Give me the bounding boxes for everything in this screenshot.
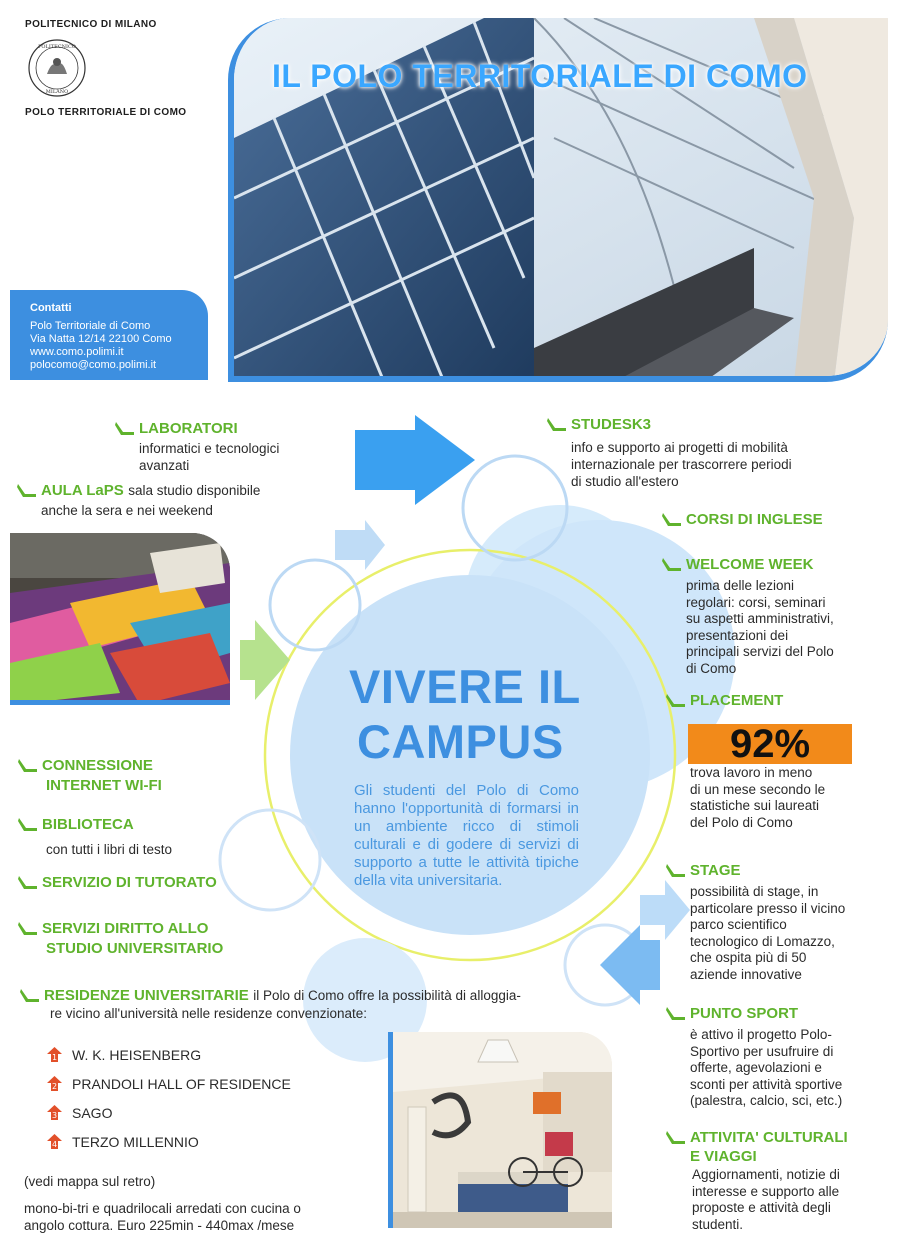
diritto-heading-1: SERVIZI DIRITTO ALLO: [42, 920, 209, 937]
stage-line: che ospita più di 50: [690, 950, 807, 965]
biblioteca-heading: BIBLIOTECA: [42, 816, 134, 833]
laboratori-text-1: informatici e tecnologici: [139, 441, 280, 456]
green-check-arrow-icon: [20, 987, 40, 1002]
cultura-line: studenti.: [692, 1216, 744, 1232]
studesk-text-2: internazionale per trascorrere periodi: [571, 457, 792, 472]
placement-line: di un mese secondo le: [690, 781, 826, 797]
contacts-email[interactable]: polocomo@como.polimi.it: [30, 359, 157, 371]
contacts-box: [10, 290, 208, 380]
contacts-website[interactable]: www.como.polimi.it: [30, 346, 124, 358]
placement-heading: PLACEMENT: [690, 692, 784, 709]
green-check-arrow-icon: [115, 420, 135, 435]
section-studesk-title: [547, 416, 651, 433]
placement-text: [690, 765, 890, 831]
residence-list: [47, 1047, 291, 1163]
sport-line: sconti per attività sportive: [690, 1076, 843, 1092]
cultura-line: interesse e supporto alle: [692, 1183, 840, 1199]
aula-laps-heading: AULA LaPS: [41, 482, 124, 499]
green-check-arrow-icon: [18, 874, 38, 889]
sport-text: [690, 1027, 895, 1110]
residence-name: PRANDOLI HALL OF RESIDENCE: [72, 1076, 291, 1092]
aula-laps-text-2: anche la sera e nei weekend: [41, 503, 213, 518]
section-tutorato-title: [18, 874, 217, 891]
section-aula-laps: [17, 482, 260, 500]
welcome-text: [686, 578, 886, 677]
contacts-title: Contatti: [30, 302, 72, 314]
residenze-text-2: re vicino all'università nelle residenze convenzionate:: [50, 1006, 368, 1021]
green-check-arrow-icon: [17, 482, 37, 497]
number-up-arrow-icon: [47, 1105, 62, 1120]
welcome-line: su aspetti amministrativi,: [686, 611, 834, 626]
biblioteca-text: con tutti i libri di testo: [46, 842, 173, 857]
green-check-arrow-icon: [18, 757, 38, 772]
section-inglese-title: [662, 511, 823, 528]
list-item: [47, 1076, 291, 1105]
diritto-heading-2: STUDIO UNIVERSITARIO: [46, 940, 224, 957]
welcome-line: presentazioni dei: [686, 627, 789, 643]
cultura-line: proposte e attività degli: [692, 1200, 831, 1215]
list-item: [47, 1047, 291, 1076]
studesk-heading: STUDESK3: [571, 416, 652, 433]
section-laboratori-title: [115, 420, 238, 437]
residence-name: SAGO: [72, 1105, 113, 1121]
green-check-arrow-icon: [666, 862, 686, 877]
campus-name: POLO TERRITORIALE DI COMO: [25, 107, 187, 118]
wifi-heading-1: CONNESSIONE: [42, 757, 153, 774]
number-up-arrow-icon: [47, 1047, 62, 1062]
section-cultura-title: [666, 1129, 848, 1146]
section-residenze: [20, 987, 521, 1005]
placement-line: del Polo di Como: [690, 814, 793, 830]
campus-title-line-1: VIVERE IL: [349, 660, 581, 713]
wifi-heading-2: INTERNET WI-FI: [46, 777, 162, 794]
svg-text:2: 2: [51, 1082, 58, 1091]
study-room-photo: [10, 533, 230, 705]
section-welcome-title: [662, 556, 814, 573]
stage-text: [690, 884, 895, 983]
sport-line: (palestra, calcio, sci, etc.): [690, 1093, 843, 1108]
cultura-heading-1: ATTIVITA' CULTURALI: [690, 1129, 848, 1146]
inglese-heading: CORSI DI INGLESE: [686, 511, 823, 528]
green-check-arrow-icon: [666, 1129, 686, 1144]
studesk-text-3: di studio all'estero: [571, 474, 679, 489]
aula-laps-text-1: sala studio disponibile: [128, 483, 261, 498]
welcome-line: di Como: [686, 660, 737, 676]
placement-line: statistiche sui laureati: [690, 798, 820, 813]
stage-line: possibilità di stage, in: [690, 884, 819, 899]
number-up-arrow-icon: [47, 1134, 62, 1149]
laboratori-text-2: avanzati: [139, 458, 190, 473]
tutorato-heading: SERVIZIO DI TUTORATO: [42, 874, 217, 891]
residenze-heading: RESIDENZE UNIVERSITARIE: [44, 987, 249, 1004]
section-diritto-title: [18, 920, 208, 937]
residenze-note-1: mono-bi-tri e quadrilocali arredati con cucina o: [24, 1201, 301, 1216]
green-check-arrow-icon: [666, 692, 686, 707]
contacts-address-street: Via Natta 12/14 22100 Como: [30, 333, 172, 345]
residence-name: W. K. HEISENBERG: [72, 1047, 202, 1063]
svg-text:1: 1: [51, 1053, 58, 1062]
residence-name: TERZO MILLENNIO: [72, 1134, 199, 1150]
section-stage-title: [666, 862, 741, 879]
university-name: POLITECNICO DI MILANO: [25, 19, 157, 30]
cultura-text: [692, 1167, 892, 1233]
stage-line: aziende innovative: [690, 966, 802, 982]
studesk-text-1: info e supporto ai progetti di mobilità: [571, 440, 788, 455]
svg-text:4: 4: [51, 1140, 58, 1149]
list-item: [47, 1134, 291, 1163]
residence-room-photo: [388, 1032, 612, 1228]
section-placement-title: [666, 692, 783, 709]
residenze-text-1: il Polo di Como offre la possibilità di alloggia-: [253, 988, 521, 1003]
green-check-arrow-icon: [662, 511, 682, 526]
sport-line: Sportivo per usufruire di: [690, 1043, 834, 1059]
stage-line: parco scientifico: [690, 917, 787, 932]
stage-heading: STAGE: [690, 862, 741, 879]
section-wifi-title: [18, 757, 153, 774]
placement-line: trova lavoro in meno: [690, 765, 813, 780]
svg-text:3: 3: [51, 1111, 58, 1120]
welcome-heading: WELCOME WEEK: [686, 556, 814, 573]
stage-line: tecnologico di Lomazzo,: [690, 933, 835, 949]
sport-heading: PUNTO SPORT: [690, 1005, 799, 1022]
svg-text:POLITECNICO: POLITECNICO: [38, 44, 76, 50]
welcome-line: principali servizi del Polo: [686, 644, 834, 659]
campus-description: Gli studenti del Polo di Como hanno l'opportunità di formarsi in un ambiente ricco di stimoli culturali e di godere di servizi di supporto a tutte le attività tipiche della vita universitaria.: [354, 782, 579, 889]
green-check-arrow-icon: [547, 416, 567, 431]
cultura-line: Aggiornamenti, notizie di: [692, 1167, 840, 1182]
placement-percentage-badge: 92%: [688, 724, 852, 764]
sport-line: è attivo il progetto Polo-: [690, 1027, 832, 1042]
number-up-arrow-icon: [47, 1076, 62, 1091]
sport-line: offerte, agevolazioni e: [690, 1060, 822, 1075]
green-check-arrow-icon: [662, 556, 682, 571]
svg-text:MILANO: MILANO: [45, 89, 69, 95]
green-check-arrow-icon: [666, 1005, 686, 1020]
green-check-arrow-icon: [18, 816, 38, 831]
list-item: [47, 1105, 291, 1134]
green-check-arrow-icon: [18, 920, 38, 935]
university-seal-logo: [27, 38, 87, 98]
campus-title-line-2: CAMPUS: [357, 715, 564, 768]
laboratori-heading: LABORATORI: [139, 420, 238, 437]
contacts-address-name: Polo Territoriale di Como: [30, 320, 151, 332]
cultura-heading-2: E VIAGGI: [690, 1148, 757, 1165]
section-biblioteca-title: [18, 816, 134, 833]
residenze-note-2: angolo cottura. Euro 225min - 440max /mese: [24, 1218, 295, 1233]
welcome-line: prima delle lezioni: [686, 578, 795, 593]
welcome-line: regolari: corsi, seminari: [686, 594, 826, 610]
section-sport-title: [666, 1005, 798, 1022]
page-title: IL POLO TERRITORIALE DI COMO: [272, 58, 808, 94]
stage-line: particolare presso il vicino: [690, 900, 846, 916]
map-note: (vedi mappa sul retro): [24, 1174, 156, 1189]
